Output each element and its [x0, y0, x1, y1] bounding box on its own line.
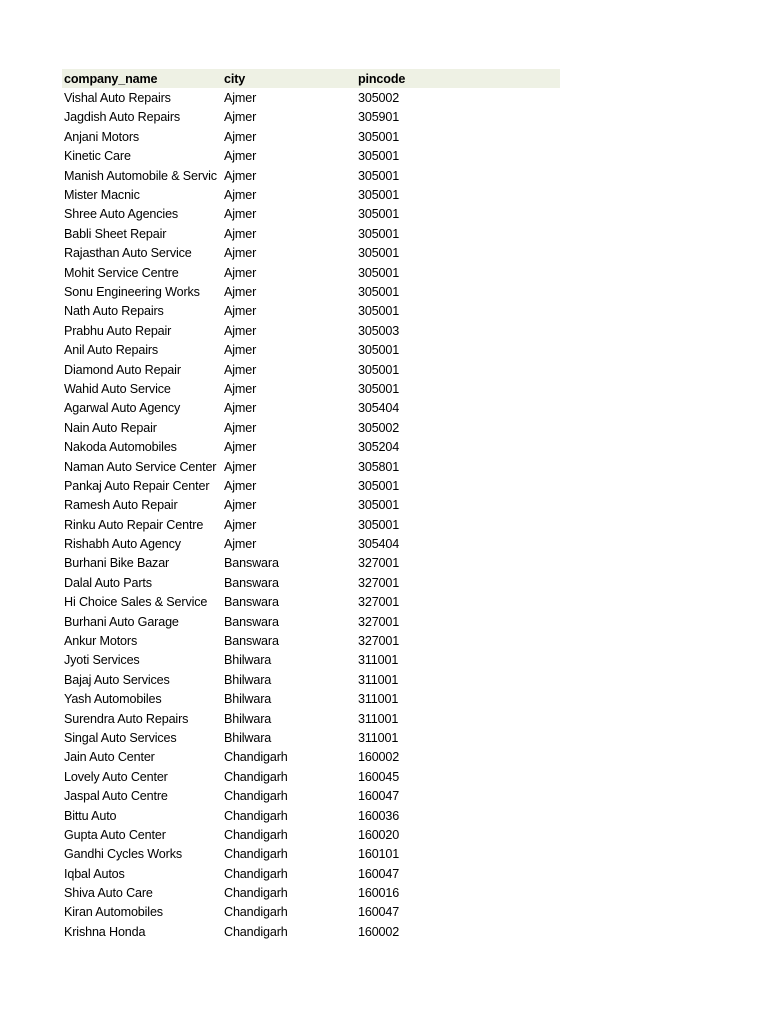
cell-city[interactable]: Ajmer [224, 91, 257, 106]
table-row [62, 302, 560, 321]
cell-company-name[interactable]: Jain Auto Center [64, 750, 155, 765]
cell-company-name[interactable]: Anjani Motors [64, 129, 140, 144]
cell-city[interactable]: Ajmer [224, 537, 257, 552]
cell-pincode[interactable]: 160020 [358, 827, 400, 842]
table-row [62, 360, 560, 379]
cell-pincode[interactable]: 327001 [358, 614, 400, 629]
cell-company-name[interactable]: Shree Auto Agencies [64, 207, 179, 222]
table-body [62, 88, 560, 941]
cell-city[interactable]: Bhilwara [224, 672, 272, 687]
cell-company-name[interactable]: Surendra Auto Repairs [64, 711, 189, 726]
cell-pincode[interactable]: 305001 [358, 478, 400, 493]
cell-pincode[interactable]: 305001 [358, 343, 400, 358]
cell-company-name[interactable]: Manish Automobile & Servic [64, 168, 217, 183]
cell-company-name[interactable]: Rinku Auto Repair Centre [64, 517, 204, 532]
cell-pincode[interactable]: 160047 [358, 789, 400, 804]
cell-company-name[interactable]: Vishal Auto Repairs [64, 91, 171, 106]
cell-pincode[interactable]: 305001 [358, 188, 400, 203]
table-row [62, 127, 560, 146]
table-row [62, 845, 560, 864]
cell-city[interactable]: Chandigarh [224, 769, 288, 784]
cell-company-name[interactable]: Ankur Motors [64, 634, 138, 649]
cell-company-name[interactable]: Gandhi Cycles Works [64, 847, 182, 862]
cell-pincode[interactable]: 327001 [358, 575, 400, 590]
table-row [62, 825, 560, 844]
table-row [62, 690, 560, 709]
cell-city[interactable]: Bhilwara [224, 711, 272, 726]
cell-city[interactable]: Ajmer [224, 323, 257, 338]
cell-company-name[interactable]: Naman Auto Service Center [64, 459, 217, 474]
header-city[interactable]: city [224, 71, 246, 86]
cell-company-name[interactable]: Kinetic Care [64, 149, 131, 164]
cell-pincode[interactable]: 305002 [358, 420, 400, 435]
table-row [62, 340, 560, 359]
cell-pincode[interactable]: 305003 [358, 323, 400, 338]
table-row [62, 185, 560, 204]
table-row [62, 922, 560, 941]
cell-company-name[interactable]: Lovely Auto Center [64, 769, 168, 784]
cell-company-name[interactable]: Bajaj Auto Services [64, 672, 170, 687]
cell-city[interactable]: Ajmer [224, 284, 257, 299]
cell-company-name[interactable]: Burhani Bike Bazar [64, 556, 170, 571]
header-company-name[interactable]: company_name [64, 71, 158, 86]
cell-pincode[interactable]: 305001 [358, 226, 400, 241]
cell-pincode[interactable]: 305404 [358, 537, 400, 552]
table-row [62, 108, 560, 127]
cell-city[interactable]: Bhilwara [224, 692, 272, 707]
cell-city[interactable]: Ajmer [224, 188, 257, 203]
table-row [62, 88, 560, 107]
table-row [62, 903, 560, 922]
cell-company-name[interactable]: Kiran Automobiles [64, 905, 163, 920]
table-row [62, 476, 560, 495]
cell-pincode[interactable]: 305002 [358, 91, 400, 106]
cell-city[interactable]: Ajmer [224, 168, 257, 183]
cell-pincode[interactable]: 160047 [358, 905, 400, 920]
table-row [62, 496, 560, 515]
cell-city[interactable]: Ajmer [224, 110, 257, 125]
cell-city[interactable]: Chandigarh [224, 866, 288, 881]
cell-company-name[interactable]: Pankaj Auto Repair Center [64, 478, 210, 493]
cell-pincode[interactable]: 305001 [358, 168, 400, 183]
cell-city[interactable]: Bhilwara [224, 730, 272, 745]
cell-company-name[interactable]: Rajasthan Auto Service [64, 246, 192, 261]
cell-company-name[interactable]: Jyoti Services [64, 653, 140, 668]
cell-city[interactable]: Chandigarh [224, 808, 288, 823]
table-row [62, 709, 560, 728]
table-row [62, 883, 560, 902]
cell-city[interactable]: Banswara [224, 614, 279, 629]
table-row [62, 748, 560, 767]
cell-pincode[interactable]: 160045 [358, 769, 400, 784]
cell-company-name[interactable]: Krishna Honda [64, 924, 146, 939]
table-row [62, 670, 560, 689]
table-row [62, 593, 560, 612]
cell-city[interactable]: Chandigarh [224, 827, 288, 842]
cell-company-name[interactable]: Nath Auto Repairs [64, 304, 164, 319]
cell-pincode[interactable]: 305001 [358, 517, 400, 532]
cell-city[interactable]: Banswara [224, 595, 279, 610]
cell-city[interactable]: Banswara [224, 556, 279, 571]
cell-company-name[interactable]: Shiva Auto Care [64, 886, 153, 901]
cell-company-name[interactable]: Ramesh Auto Repair [64, 498, 178, 513]
cell-pincode[interactable]: 305001 [358, 207, 400, 222]
table-row [62, 224, 560, 243]
cell-city[interactable]: Ajmer [224, 149, 257, 164]
cell-company-name[interactable]: Jagdish Auto Repairs [64, 110, 181, 125]
table-row [62, 418, 560, 437]
cell-city[interactable]: Ajmer [224, 226, 257, 241]
cell-city[interactable]: Chandigarh [224, 924, 288, 939]
cell-pincode[interactable]: 305001 [358, 381, 400, 396]
table-row [62, 864, 560, 883]
cell-city[interactable]: Ajmer [224, 343, 257, 358]
cell-city[interactable]: Ajmer [224, 420, 257, 435]
cell-pincode[interactable]: 305001 [358, 498, 400, 513]
table-row [62, 263, 560, 282]
table-row [62, 573, 560, 592]
cell-city[interactable]: Chandigarh [224, 905, 288, 920]
table-row [62, 534, 560, 553]
cell-company-name[interactable]: Singal Auto Services [64, 730, 177, 745]
table-row [62, 457, 560, 476]
cell-city[interactable]: Ajmer [224, 478, 257, 493]
cell-company-name[interactable]: Nain Auto Repair [64, 420, 157, 435]
table-row [62, 612, 560, 631]
cell-pincode[interactable]: 160002 [358, 750, 400, 765]
cell-company-name[interactable]: Burhani Auto Garage [64, 614, 179, 629]
cell-company-name[interactable]: Prabhu Auto Repair [64, 323, 172, 338]
cell-city[interactable]: Bhilwara [224, 653, 272, 668]
cell-company-name[interactable]: Mister Macnic [64, 188, 140, 203]
cell-company-name[interactable]: Anil Auto Repairs [64, 343, 159, 358]
cell-city[interactable]: Ajmer [224, 304, 257, 319]
cell-pincode[interactable]: 311001 [358, 672, 399, 687]
cell-pincode[interactable]: 311001 [358, 730, 399, 745]
cell-city[interactable]: Chandigarh [224, 886, 288, 901]
cell-pincode[interactable]: 305404 [358, 401, 400, 416]
cell-pincode[interactable]: 311001 [358, 692, 399, 707]
cell-company-name[interactable]: Diamond Auto Repair [64, 362, 181, 377]
cell-company-name[interactable]: Iqbal Autos [64, 866, 125, 881]
cell-pincode[interactable]: 327001 [358, 595, 400, 610]
cell-company-name[interactable]: Nakoda Automobiles [64, 440, 177, 455]
cell-company-name[interactable]: Wahid Auto Service [64, 381, 171, 396]
cell-pincode[interactable]: 305001 [358, 129, 400, 144]
cell-city[interactable]: Ajmer [224, 362, 257, 377]
table-row [62, 166, 560, 185]
cell-pincode[interactable]: 305001 [358, 362, 400, 377]
table-row [62, 786, 560, 805]
cell-company-name[interactable]: Rishabh Auto Agency [64, 537, 181, 552]
cell-city[interactable]: Chandigarh [224, 789, 288, 804]
cell-company-name[interactable]: Babli Sheet Repair [64, 226, 167, 241]
table-row [62, 515, 560, 534]
cell-pincode[interactable]: 327001 [358, 634, 400, 649]
cell-city[interactable]: Chandigarh [224, 847, 288, 862]
cell-pincode[interactable]: 160036 [358, 808, 400, 823]
spreadsheet-table [62, 69, 560, 942]
cell-company-name[interactable]: Gupta Auto Center [64, 827, 166, 842]
cell-company-name[interactable]: Sonu Engineering Works [64, 284, 200, 299]
cell-company-name[interactable]: Agarwal Auto Agency [64, 401, 181, 416]
table-row [62, 321, 560, 340]
cell-pincode[interactable]: 160016 [358, 886, 400, 901]
cell-pincode[interactable]: 305001 [358, 265, 400, 280]
cell-pincode[interactable]: 305801 [358, 459, 400, 474]
table-row [62, 282, 560, 301]
cell-pincode[interactable]: 160101 [358, 847, 400, 862]
cell-company-name[interactable]: Dalal Auto Parts [64, 575, 152, 590]
cell-company-name[interactable]: Yash Automobiles [64, 692, 162, 707]
cell-city[interactable]: Ajmer [224, 440, 257, 455]
cell-pincode[interactable]: 311001 [358, 653, 399, 668]
cell-city[interactable]: Ajmer [224, 129, 257, 144]
cell-city[interactable]: Ajmer [224, 459, 257, 474]
table-row [62, 399, 560, 418]
cell-city[interactable]: Banswara [224, 575, 279, 590]
table-row [62, 437, 560, 456]
cell-city[interactable]: Ajmer [224, 401, 257, 416]
cell-pincode[interactable]: 327001 [358, 556, 400, 571]
cell-pincode[interactable]: 305901 [358, 110, 400, 125]
cell-pincode[interactable]: 160047 [358, 866, 400, 881]
cell-company-name[interactable]: Bittu Auto [64, 808, 117, 823]
cell-city[interactable]: Ajmer [224, 207, 257, 222]
cell-city[interactable]: Banswara [224, 634, 279, 649]
cell-city[interactable]: Ajmer [224, 246, 257, 261]
cell-pincode[interactable]: 305001 [358, 149, 400, 164]
cell-city[interactable]: Ajmer [224, 265, 257, 280]
table-row [62, 147, 560, 166]
table-row [62, 728, 560, 747]
table-row [62, 205, 560, 224]
cell-pincode[interactable]: 305001 [358, 246, 400, 261]
cell-company-name[interactable]: Mohit Service Centre [64, 265, 179, 280]
cell-pincode[interactable]: 305001 [358, 284, 400, 299]
cell-pincode[interactable]: 305001 [358, 304, 400, 319]
header-row [62, 69, 560, 88]
cell-company-name[interactable]: Hi Choice Sales & Service [64, 595, 208, 610]
cell-pincode[interactable]: 160002 [358, 924, 400, 939]
cell-pincode[interactable]: 305204 [358, 440, 400, 455]
table-row [62, 631, 560, 650]
cell-city[interactable]: Ajmer [224, 517, 257, 532]
cell-city[interactable]: Ajmer [224, 381, 257, 396]
cell-pincode[interactable]: 311001 [358, 711, 399, 726]
table-row [62, 767, 560, 786]
table-row [62, 806, 560, 825]
table-row [62, 651, 560, 670]
table-row [62, 244, 560, 263]
table-row [62, 554, 560, 573]
table-row [62, 379, 560, 398]
cell-city[interactable]: Ajmer [224, 498, 257, 513]
header-pincode[interactable]: pincode [358, 71, 406, 86]
cell-city[interactable]: Chandigarh [224, 750, 288, 765]
cell-company-name[interactable]: Jaspal Auto Centre [64, 789, 168, 804]
